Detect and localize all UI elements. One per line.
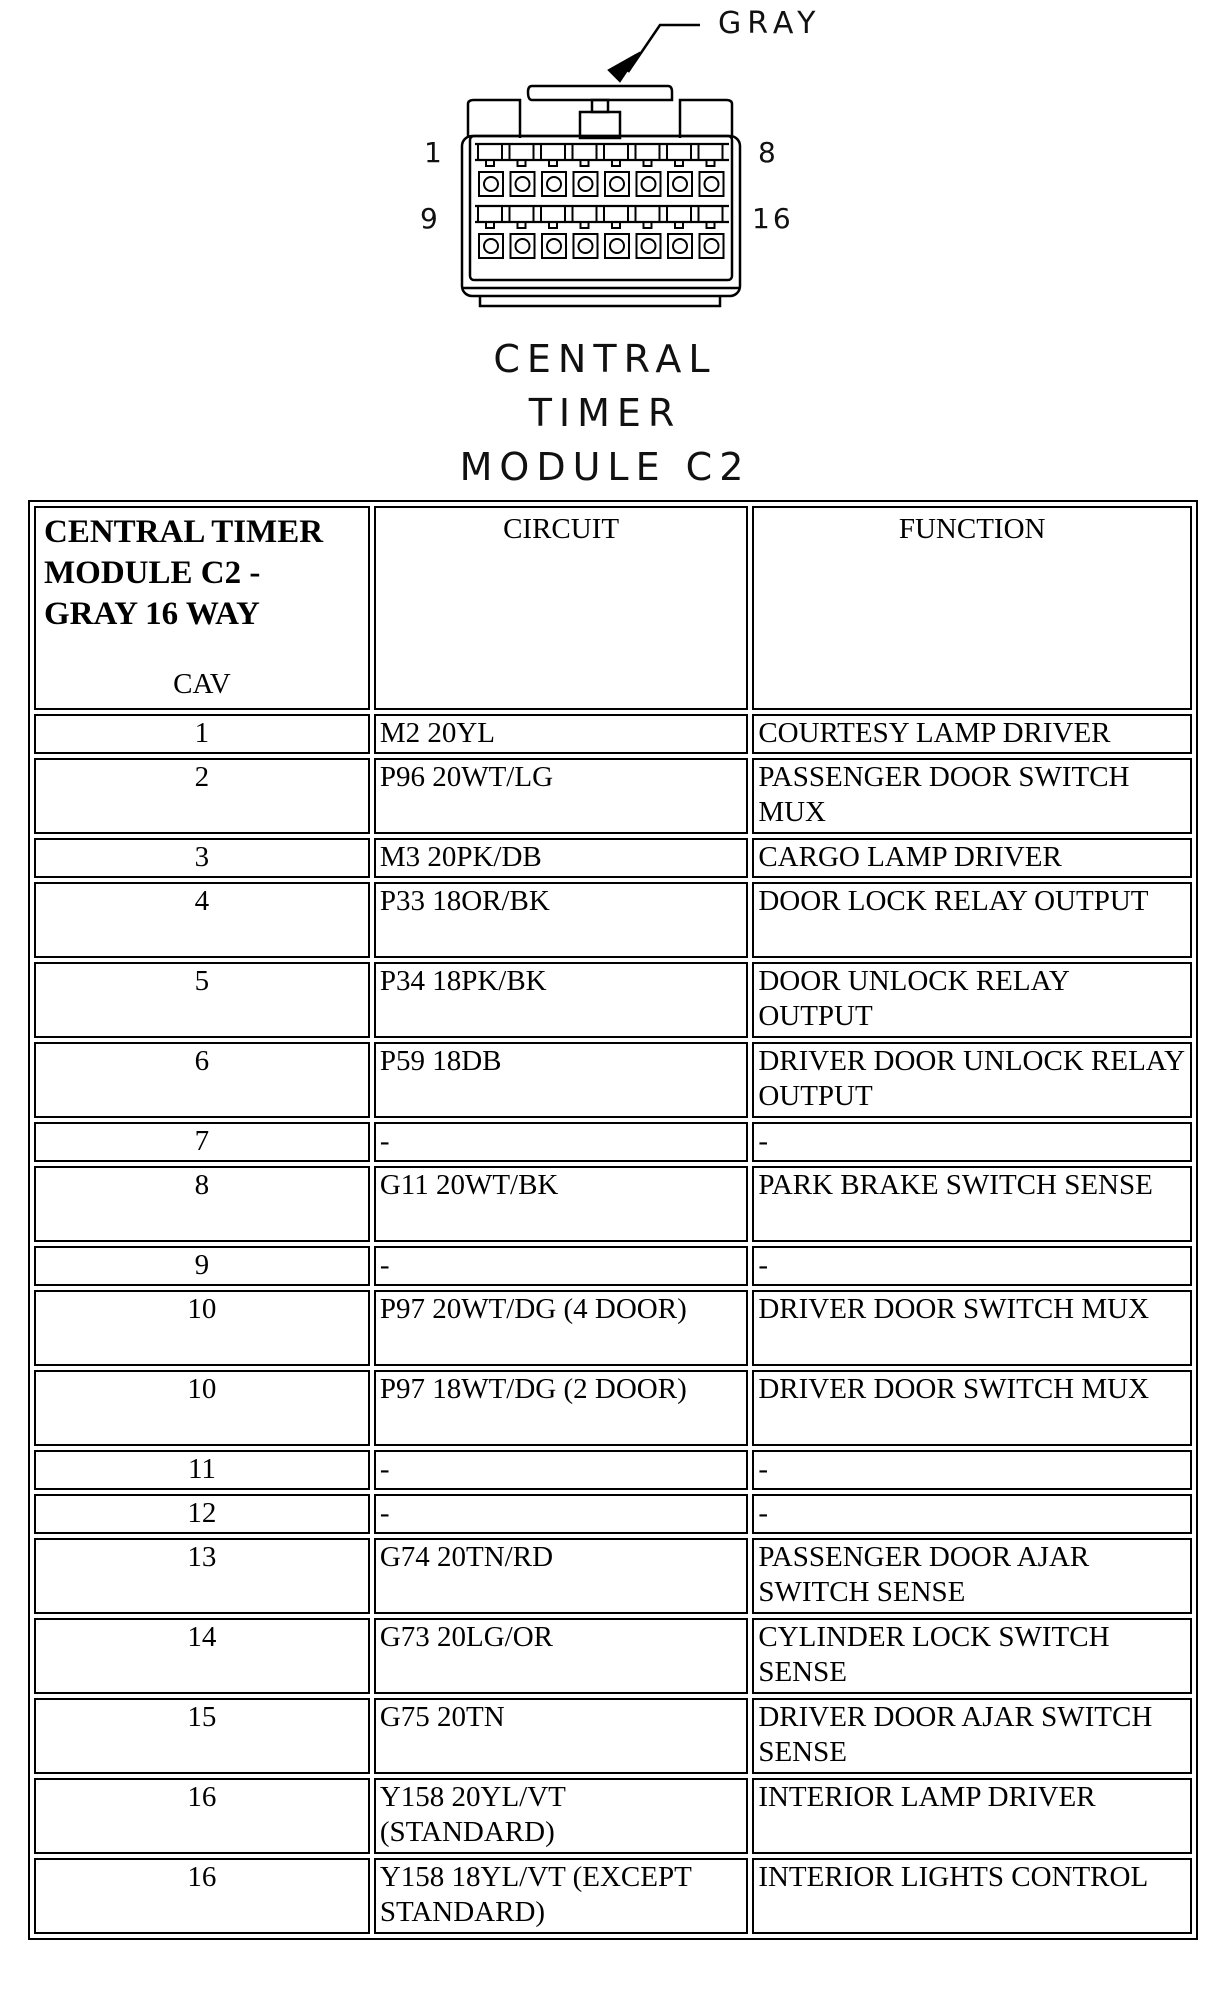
table-row [34,962,1192,1038]
cavity-hole [547,177,561,191]
terminal-latch [699,206,723,228]
function-cell: INTERIOR LAMP DRIVER [752,1778,1192,1854]
cav-cell: 2 [34,758,370,834]
cav-cell: 13 [34,1538,370,1614]
table-row [34,758,1192,834]
function-cell: DRIVER DOOR UNLOCK RELAY OUTPUT [752,1042,1192,1118]
table-title-line: CENTRAL TIMER [44,514,324,550]
cav-cell: 6 [34,1042,370,1118]
circuit-cell: P97 18WT/DG (2 DOOR) [374,1370,749,1446]
terminal-latch [478,206,502,228]
function-cell: CYLINDER LOCK SWITCH SENSE [752,1618,1192,1694]
table-title-line: MODULE C2 - [44,555,261,591]
cavity-box [637,172,661,196]
cavity-hole [610,177,624,191]
circuit-cell: P34 18PK/BK [374,962,749,1038]
cavity-hole [579,239,593,253]
cav-cell: 7 [34,1122,370,1162]
table-title [40,508,364,635]
cavity-box [511,234,535,258]
cavity-box [605,172,629,196]
terminal-latch [510,144,534,166]
cav-cell: 1 [34,714,370,754]
function-column-header: FUNCTION [752,506,1192,710]
connector-figure [0,0,1210,490]
circuit-cell: - [374,1246,749,1286]
circuit-cell: - [374,1450,749,1490]
terminal-latch [541,206,565,228]
cavity-hole [705,177,719,191]
function-cell: PARK BRAKE SWITCH SENSE [752,1166,1192,1242]
cav-cell: 4 [34,882,370,958]
function-cell: PASSENGER DOOR AJAR SWITCH SENSE [752,1538,1192,1614]
cavity-hole [547,239,561,253]
cavity-hole [484,239,498,253]
pin-label-16: 16 [752,202,794,235]
circuit-column-header: CIRCUIT [374,506,749,710]
table-row [34,1122,1192,1162]
function-cell: INTERIOR LIGHTS CONTROL [752,1858,1192,1934]
terminal-latch [510,206,534,228]
cavity-hole [705,239,719,253]
pin-label-9: 9 [420,202,438,235]
table-row [34,1290,1192,1366]
circuit-cell: - [374,1494,749,1534]
cavity-hole [610,239,624,253]
cavity-box [479,234,503,258]
cav-cell: 16 [34,1778,370,1854]
terminal-latch [541,144,565,166]
cavity-hole [642,239,656,253]
table-row [34,1166,1192,1242]
connector-name-line: TIMER [528,391,682,435]
cav-cell: 12 [34,1494,370,1534]
cav-cell: 8 [34,1166,370,1242]
terminal-latch [478,144,502,166]
circuit-cell: M2 20YL [374,714,749,754]
header-title-cell [34,506,370,710]
table-row [34,1494,1192,1534]
connector-name-line: MODULE C2 [459,445,751,489]
circuit-cell: M3 20PK/DB [374,838,749,878]
callout-arrow-icon [608,52,640,82]
cavity-box [605,234,629,258]
cavity-box [479,172,503,196]
circuit-cell: Y158 18YL/VT (EXCEPT STANDARD) [374,1858,749,1934]
function-cell: DRIVER DOOR SWITCH MUX [752,1290,1192,1366]
connector-name [380,332,830,494]
table-row [34,882,1192,958]
table-row [34,1778,1192,1854]
circuit-cell: G73 20LG/OR [374,1618,749,1694]
function-cell: - [752,1246,1192,1286]
circuit-cell: P59 18DB [374,1042,749,1118]
function-cell: DRIVER DOOR AJAR SWITCH SENSE [752,1698,1192,1774]
function-cell: DOOR LOCK RELAY OUTPUT [752,882,1192,958]
terminal-latch [573,206,597,228]
function-cell: - [752,1450,1192,1490]
function-cell: PASSENGER DOOR SWITCH MUX [752,758,1192,834]
table-row [34,1698,1192,1774]
cavity-hole [673,177,687,191]
cav-cell: 11 [34,1450,370,1490]
cavity-hole [642,177,656,191]
terminal-latch [699,144,723,166]
table-row [34,1618,1192,1694]
circuit-cell: G11 20WT/BK [374,1166,749,1242]
table-title-line: GRAY 16 WAY [44,596,260,632]
cav-cell: 10 [34,1370,370,1446]
cavity-box [574,172,598,196]
terminal-latch [636,206,660,228]
circuit-cell: - [374,1122,749,1162]
cavity-box [668,234,692,258]
circuit-cell: P33 18OR/BK [374,882,749,958]
cav-cell: 5 [34,962,370,1038]
pinout-table-body [34,714,1192,1934]
table-row [34,1042,1192,1118]
table-row [34,1246,1192,1286]
function-cell: DRIVER DOOR SWITCH MUX [752,1370,1192,1446]
terminal-latch [604,206,628,228]
table-row [34,1858,1192,1934]
connector-name-line: CENTRAL [493,337,717,381]
pin-label-1: 1 [424,136,442,169]
cavity-box [637,234,661,258]
cavity-hole [484,177,498,191]
cavity-hole [516,239,530,253]
cav-cell: 3 [34,838,370,878]
terminal-latch [604,144,628,166]
cavity-box [574,234,598,258]
pinout-table [28,500,1198,1940]
table-header-row [34,506,1192,710]
table-row [34,1538,1192,1614]
cavity-box [700,172,724,196]
cav-cell: 14 [34,1618,370,1694]
function-cell: - [752,1122,1192,1162]
cav-cell: 10 [34,1290,370,1366]
pin-label-8: 8 [758,136,776,169]
circuit-cell: P96 20WT/LG [374,758,749,834]
cav-column-header: CAV [173,668,231,700]
circuit-cell: P97 20WT/DG (4 DOOR) [374,1290,749,1366]
cavity-hole [673,239,687,253]
cavity-hole [579,177,593,191]
function-cell: DOOR UNLOCK RELAY OUTPUT [752,962,1192,1038]
color-callout-label: GRAY [718,6,822,41]
cav-cell: 9 [34,1246,370,1286]
cavity-box [511,172,535,196]
cav-cell: 16 [34,1858,370,1934]
circuit-cell: G75 20TN [374,1698,749,1774]
function-cell: - [752,1494,1192,1534]
cavity-box [542,234,566,258]
circuit-cell: Y158 20YL/VT (STANDARD) [374,1778,749,1854]
table-row [34,1370,1192,1446]
cavity-box [668,172,692,196]
circuit-cell: G74 20TN/RD [374,1538,749,1614]
terminal-latch [667,144,691,166]
table-row [34,838,1192,878]
cavity-hole [516,177,530,191]
cavity-box [700,234,724,258]
table-row [34,714,1192,754]
cavity-box [542,172,566,196]
function-cell: CARGO LAMP DRIVER [752,838,1192,878]
terminal-latch [636,144,660,166]
terminal-latch [667,206,691,228]
terminal-latch [573,144,597,166]
table-row [34,1450,1192,1490]
function-cell: COURTESY LAMP DRIVER [752,714,1192,754]
cav-cell: 15 [34,1698,370,1774]
